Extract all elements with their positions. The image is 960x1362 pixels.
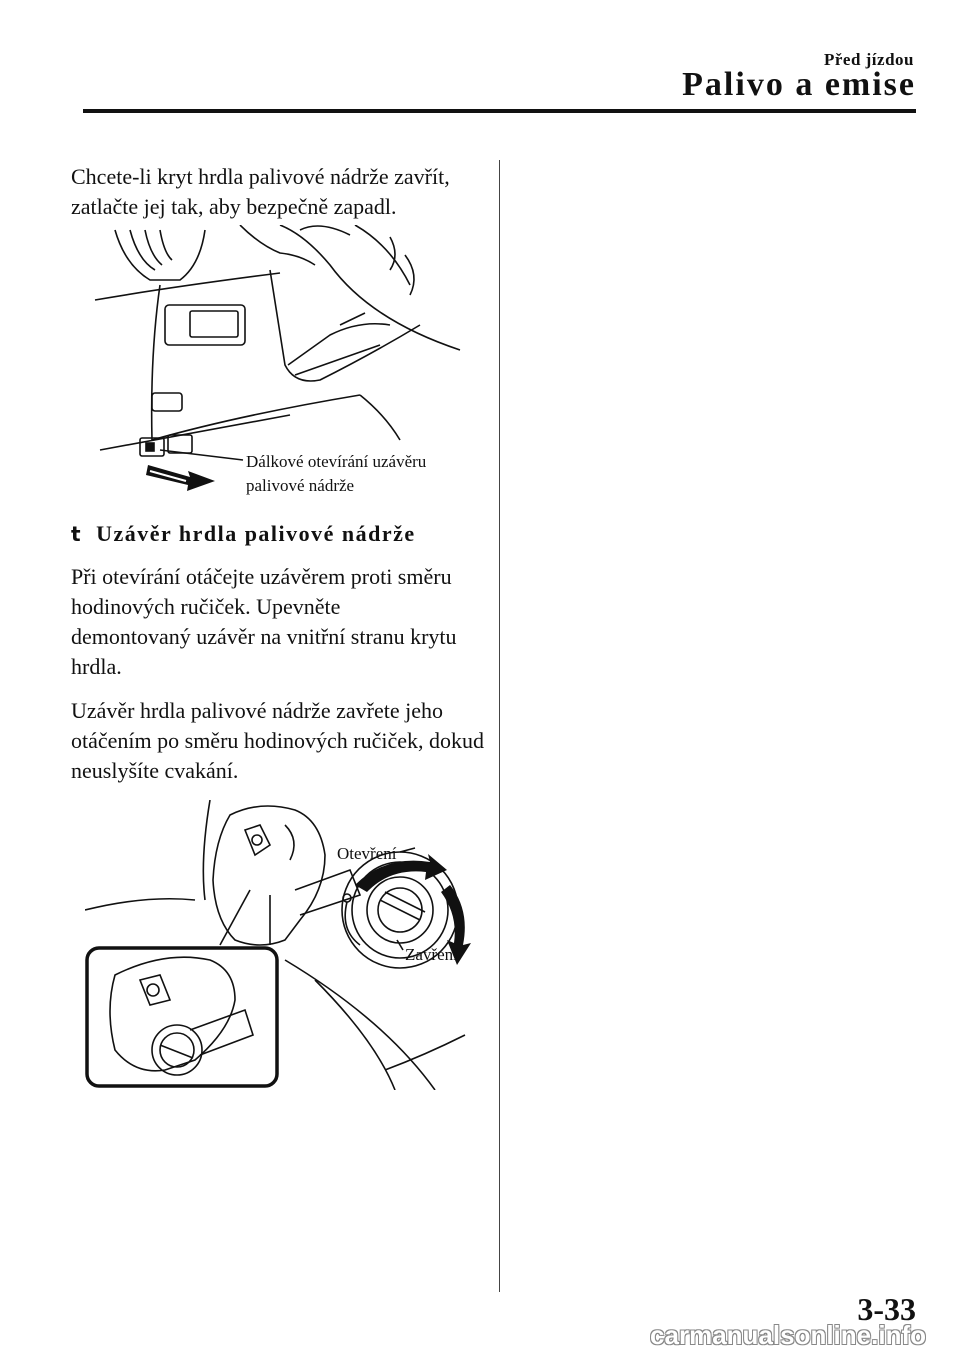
watermark: carmanualsonline.info [650,1320,926,1350]
page-number: 3-33 [857,1291,916,1327]
callout-close: Zavření [405,945,458,964]
column-divider [499,160,500,1292]
section-heading-text: Uzávěr hrdla palivové nádrže [96,521,416,546]
paragraph-open-cap: Při otevírání otáčejte uzávěrem proti směru hodinových ručiček. Upevněte demontovaný uzávěr na vnitřní stranu krytu hrdla. [71,564,457,679]
section-heading [71,521,416,547]
callout-remote-release: Dálkové otevírání uzávěru palivové nádrže [246,452,427,495]
page-title: Palivo a emise [682,66,916,103]
paragraph-close-cap: Uzávěr hrdla palivové nádrže zavřete jeho otáčením po směru hodinových ručiček, dokud neuslyšíte cvakání. [71,698,485,783]
callout-open: Otevření [337,844,397,863]
header-rule [83,109,916,113]
section-label: Před jízdou [823,50,914,69]
section-bullet: t [71,522,83,546]
paragraph-close-lid: Chcete-li kryt hrdla palivové nádrže zavřít, zatlačte jej tak, aby bezpečně zapadl. [71,164,450,219]
